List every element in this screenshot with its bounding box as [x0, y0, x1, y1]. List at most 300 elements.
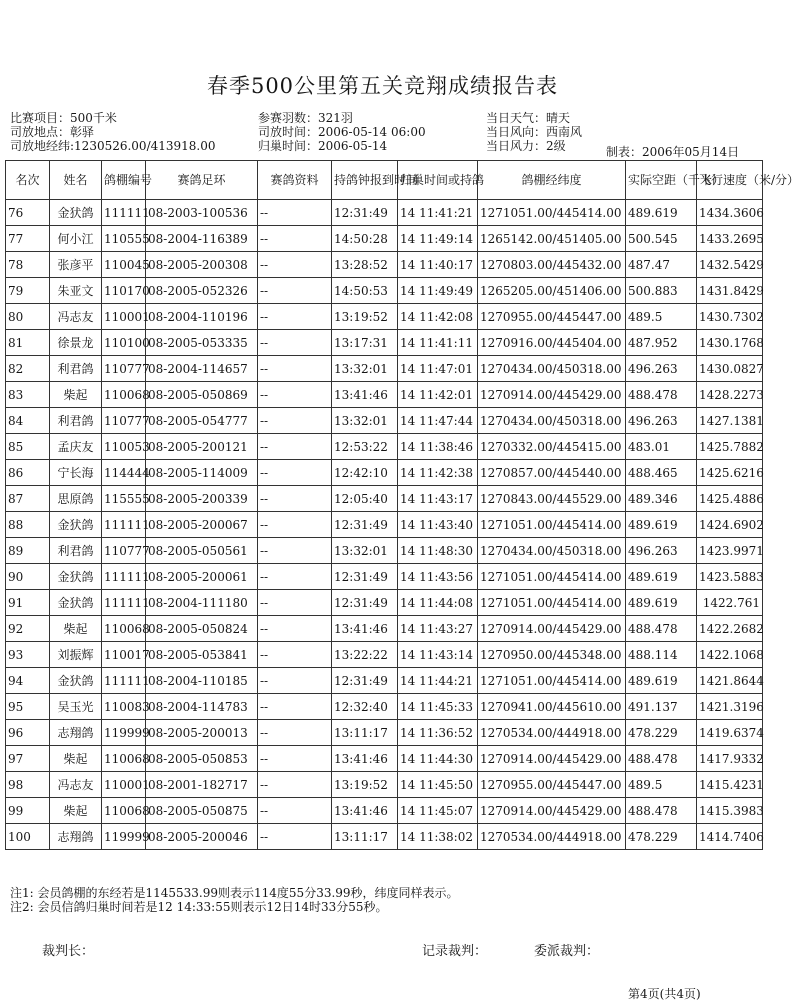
cell-clock: 13:11:17 — [332, 720, 398, 746]
delegate-signature-label: 委派裁判： — [534, 944, 600, 959]
cell-coord: 1270955.00/445447.00 — [478, 772, 626, 798]
cell-speed: 1430.7302 — [697, 304, 763, 330]
table-row — [6, 304, 763, 330]
cell-loft: 110083 — [102, 694, 146, 720]
cell-ring: 08-2005-114009 — [146, 460, 258, 486]
cell-time: 14 11:47:01 — [398, 356, 478, 382]
cell-res: -- — [258, 382, 332, 408]
cell-res: -- — [258, 564, 332, 590]
cell-loft: 119999 — [102, 824, 146, 850]
results-table — [5, 160, 799, 850]
header-speed: 飞行速度（米/分） — [697, 161, 763, 200]
cell-dist: 489.5 — [626, 304, 697, 330]
cell-dist: 478.229 — [626, 720, 697, 746]
cell-name: 金犾鸽 — [50, 200, 102, 226]
cell-dist: 500.545 — [626, 226, 697, 252]
cell-clock: 12:31:49 — [332, 668, 398, 694]
cell-res: -- — [258, 616, 332, 642]
cell-coord: 1270941.00/445610.00 — [478, 694, 626, 720]
release-time: 司放时间：2006-05-14 06:00 — [258, 125, 426, 139]
release-location: 司放地点：彰驿 — [10, 125, 95, 139]
cell-speed: 1415.4231 — [697, 772, 763, 798]
cell-rank: 90 — [6, 564, 50, 590]
table-row — [6, 408, 763, 434]
cell-name: 徐景龙 — [50, 330, 102, 356]
cell-speed: 1428.2273 — [697, 382, 763, 408]
meta-left — [10, 111, 216, 153]
wind-force: 当日风力：2级 — [486, 139, 566, 153]
cell-coord: 1270914.00/445429.00 — [478, 382, 626, 408]
cell-name: 利君鸽 — [50, 356, 102, 382]
cell-name: 宁长海 — [50, 460, 102, 486]
cell-speed: 1430.1768 — [697, 330, 763, 356]
cell-ring: 08-2005-050853 — [146, 746, 258, 772]
header-arrival-time: 归巢时间或持鸽 — [398, 161, 478, 200]
cell-rank: 88 — [6, 512, 50, 538]
cell-time: 14 11:44:08 — [398, 590, 478, 616]
cell-clock: 13:41:46 — [332, 382, 398, 408]
cell-speed: 1424.6902 — [697, 512, 763, 538]
cell-rank: 93 — [6, 642, 50, 668]
cell-coord: 1270434.00/450318.00 — [478, 356, 626, 382]
cell-speed: 1419.6374 — [697, 720, 763, 746]
table-row — [6, 564, 763, 590]
cell-clock: 12:32:40 — [332, 694, 398, 720]
cell-res: -- — [258, 746, 332, 772]
table-row — [6, 330, 763, 356]
cell-ring: 08-2005-200339 — [146, 486, 258, 512]
cell-ring: 08-2003-100536 — [146, 200, 258, 226]
cell-ring: 08-2004-111180 — [146, 590, 258, 616]
cell-res: -- — [258, 200, 332, 226]
cell-clock: 12:31:49 — [332, 564, 398, 590]
cell-dist: 488.478 — [626, 616, 697, 642]
cell-dist: 478.229 — [626, 824, 697, 850]
cell-res: -- — [258, 824, 332, 850]
cell-name: 利君鸽 — [50, 538, 102, 564]
cell-time: 14 11:42:08 — [398, 304, 478, 330]
cell-coord: 1271051.00/445414.00 — [478, 512, 626, 538]
cell-ring: 08-2004-110196 — [146, 304, 258, 330]
cell-time: 14 11:43:27 — [398, 616, 478, 642]
cell-rank: 96 — [6, 720, 50, 746]
cell-name: 吴玉光 — [50, 694, 102, 720]
cell-coord: 1270534.00/444918.00 — [478, 720, 626, 746]
cell-speed: 1423.5883 — [697, 564, 763, 590]
cell-time: 14 11:40:17 — [398, 252, 478, 278]
table-row — [6, 720, 763, 746]
cell-dist: 488.114 — [626, 642, 697, 668]
cell-loft: 110068 — [102, 616, 146, 642]
cell-name: 张彦平 — [50, 252, 102, 278]
cell-time: 14 11:45:50 — [398, 772, 478, 798]
table-row — [6, 590, 763, 616]
cell-rank: 95 — [6, 694, 50, 720]
cell-loft: 110068 — [102, 746, 146, 772]
cell-time: 14 11:45:07 — [398, 798, 478, 824]
cell-clock: 13:28:52 — [332, 252, 398, 278]
cell-name: 柴起 — [50, 616, 102, 642]
cell-rank: 81 — [6, 330, 50, 356]
cell-time: 14 11:41:11 — [398, 330, 478, 356]
cell-dist: 489.619 — [626, 512, 697, 538]
cell-res: -- — [258, 408, 332, 434]
cell-dist: 488.465 — [626, 460, 697, 486]
cell-rank: 99 — [6, 798, 50, 824]
cell-name: 冯志友 — [50, 772, 102, 798]
cell-rank: 98 — [6, 772, 50, 798]
cell-loft: 111111 — [102, 200, 146, 226]
cell-rank: 86 — [6, 460, 50, 486]
cell-dist: 496.263 — [626, 356, 697, 382]
cell-rank: 78 — [6, 252, 50, 278]
cell-speed: 1422.2682 — [697, 616, 763, 642]
table-row — [6, 382, 763, 408]
cell-speed: 1414.7406 — [697, 824, 763, 850]
cell-ring: 08-2005-050869 — [146, 382, 258, 408]
cell-rank: 92 — [6, 616, 50, 642]
cell-loft: 110555 — [102, 226, 146, 252]
cell-time: 14 11:44:30 — [398, 746, 478, 772]
cell-dist: 488.478 — [626, 746, 697, 772]
cell-coord: 1270332.00/445415.00 — [478, 434, 626, 460]
cell-res: -- — [258, 486, 332, 512]
cell-name: 金犾鸽 — [50, 564, 102, 590]
cell-name: 志翔鸽 — [50, 720, 102, 746]
cell-clock: 13:17:31 — [332, 330, 398, 356]
cell-rank: 79 — [6, 278, 50, 304]
cell-time: 14 11:43:14 — [398, 642, 478, 668]
cell-ring: 08-2004-116389 — [146, 226, 258, 252]
cell-dist: 491.137 — [626, 694, 697, 720]
cell-res: -- — [258, 434, 332, 460]
cell-res: -- — [258, 720, 332, 746]
cell-clock: 12:53:22 — [332, 434, 398, 460]
table-row — [6, 512, 763, 538]
cell-coord: 1271051.00/445414.00 — [478, 668, 626, 694]
cell-time: 14 11:44:21 — [398, 668, 478, 694]
cell-time: 14 11:38:46 — [398, 434, 478, 460]
table-header-row — [6, 161, 763, 200]
cell-speed: 1430.0827 — [697, 356, 763, 382]
recorder-signature-label: 记录裁判： — [422, 944, 488, 959]
table-row — [6, 200, 763, 226]
header-distance: 实际空距（千米） — [626, 161, 697, 200]
cell-ring: 08-2005-052326 — [146, 278, 258, 304]
note-2: 注2: 会员信鸽归巢时间若是12 14:33:55则表示12日14时33分55秒。 — [10, 900, 388, 914]
release-coordinates: 司放地经纬:1230526.00/413918.00 — [10, 139, 216, 153]
cell-name: 利君鸽 — [50, 408, 102, 434]
table-row — [6, 642, 763, 668]
cell-time: 14 11:36:52 — [398, 720, 478, 746]
cell-name: 朱亚文 — [50, 278, 102, 304]
cell-rank: 100 — [6, 824, 50, 850]
cell-loft: 114444 — [102, 460, 146, 486]
cell-clock: 13:32:01 — [332, 408, 398, 434]
cell-time: 14 11:47:44 — [398, 408, 478, 434]
cell-clock: 12:05:40 — [332, 486, 398, 512]
cell-ring: 08-2005-200308 — [146, 252, 258, 278]
table-row — [6, 486, 763, 512]
header-name: 姓名 — [50, 161, 102, 200]
cell-loft: 110100 — [102, 330, 146, 356]
cell-rank: 77 — [6, 226, 50, 252]
cell-coord: 1271051.00/445414.00 — [478, 590, 626, 616]
cell-res: -- — [258, 252, 332, 278]
table-row — [6, 746, 763, 772]
cell-rank: 85 — [6, 434, 50, 460]
cell-ring: 08-2005-200046 — [146, 824, 258, 850]
cell-res: -- — [258, 330, 332, 356]
cell-coord: 1270434.00/450318.00 — [478, 538, 626, 564]
cell-loft: 110045 — [102, 252, 146, 278]
cell-ring: 08-2005-050824 — [146, 616, 258, 642]
table-row — [6, 434, 763, 460]
cell-res: -- — [258, 668, 332, 694]
cell-dist: 488.478 — [626, 798, 697, 824]
cell-speed: 1422.761 — [697, 590, 763, 616]
cell-dist: 489.619 — [626, 200, 697, 226]
cell-time: 14 11:41:21 — [398, 200, 478, 226]
cell-loft: 111111 — [102, 564, 146, 590]
note-1: 注1: 会员鸽棚的东经若是1145533.99则表示114度55分33.99秒，纬度同样表示。 — [10, 886, 459, 900]
header-coordinates: 鸽棚经纬度 — [478, 161, 626, 200]
cell-rank: 97 — [6, 746, 50, 772]
cell-coord: 1265205.00/451406.00 — [478, 278, 626, 304]
cell-loft: 110777 — [102, 408, 146, 434]
cell-name: 冯志友 — [50, 304, 102, 330]
cell-rank: 84 — [6, 408, 50, 434]
cell-coord: 1270950.00/445348.00 — [478, 642, 626, 668]
cell-ring: 08-2005-200061 — [146, 564, 258, 590]
cell-coord: 1271051.00/445414.00 — [478, 564, 626, 590]
cell-time: 14 11:42:01 — [398, 382, 478, 408]
cell-ring: 08-2005-053335 — [146, 330, 258, 356]
wind-direction: 当日风向：西南风 — [486, 125, 583, 139]
cell-time: 14 11:45:33 — [398, 694, 478, 720]
cell-clock: 13:32:01 — [332, 538, 398, 564]
cell-res: -- — [258, 226, 332, 252]
cell-speed: 1425.6216 — [697, 460, 763, 486]
cell-loft: 110053 — [102, 434, 146, 460]
cell-time: 14 11:43:56 — [398, 564, 478, 590]
cell-rank: 82 — [6, 356, 50, 382]
header-loft-id: 鸽棚编号 — [102, 161, 146, 200]
cell-ring: 08-2001-182717 — [146, 772, 258, 798]
cell-name: 思原鸽 — [50, 486, 102, 512]
referee-signature-label: 裁判长： — [42, 944, 95, 959]
cell-name: 金犾鸽 — [50, 668, 102, 694]
page-number: 第4页(共4页) — [628, 987, 701, 1001]
cell-ring: 08-2005-200067 — [146, 512, 258, 538]
cell-dist: 496.263 — [626, 538, 697, 564]
cell-coord: 1270914.00/445429.00 — [478, 616, 626, 642]
cell-clock: 13:19:52 — [332, 304, 398, 330]
entry-count: 参赛羽数：321羽 — [258, 111, 353, 125]
return-time: 归巢时间：2006-05-14 — [258, 139, 388, 153]
cell-dist: 488.478 — [626, 382, 697, 408]
table-row — [6, 824, 763, 850]
cell-res: -- — [258, 772, 332, 798]
cell-speed: 1417.9332 — [697, 746, 763, 772]
cell-rank: 94 — [6, 668, 50, 694]
cell-dist: 487.47 — [626, 252, 697, 278]
weather: 当日天气：晴天 — [486, 111, 571, 125]
cell-coord: 1265142.00/451405.00 — [478, 226, 626, 252]
cell-clock: 14:50:53 — [332, 278, 398, 304]
report-title: 春季500公里第五关竞翔成绩报告表 — [206, 74, 559, 98]
cell-name: 柴起 — [50, 746, 102, 772]
cell-name: 柴起 — [50, 798, 102, 824]
header-pigeon-info: 赛鸽资料 — [258, 161, 332, 200]
table-row — [6, 772, 763, 798]
cell-clock: 12:42:10 — [332, 460, 398, 486]
cell-res: -- — [258, 590, 332, 616]
cell-loft: 110001 — [102, 772, 146, 798]
cell-dist: 487.952 — [626, 330, 697, 356]
cell-dist: 489.5 — [626, 772, 697, 798]
cell-loft: 110170 — [102, 278, 146, 304]
cell-speed: 1425.4886 — [697, 486, 763, 512]
cell-ring: 08-2004-114657 — [146, 356, 258, 382]
cell-speed: 1434.3606 — [697, 200, 763, 226]
cell-coord: 1271051.00/445414.00 — [478, 200, 626, 226]
cell-name: 刘振辉 — [50, 642, 102, 668]
cell-res: -- — [258, 798, 332, 824]
cell-speed: 1415.3983 — [697, 798, 763, 824]
cell-ring: 08-2005-200121 — [146, 434, 258, 460]
cell-coord: 1270916.00/445404.00 — [478, 330, 626, 356]
cell-clock: 13:41:46 — [332, 798, 398, 824]
cell-ring: 08-2004-114783 — [146, 694, 258, 720]
table-row — [6, 616, 763, 642]
cell-speed: 1421.3196 — [697, 694, 763, 720]
cell-rank: 89 — [6, 538, 50, 564]
cell-res: -- — [258, 642, 332, 668]
cell-ring: 08-2005-050875 — [146, 798, 258, 824]
cell-name: 金犾鸽 — [50, 590, 102, 616]
cell-ring: 08-2004-110185 — [146, 668, 258, 694]
cell-clock: 13:11:17 — [332, 824, 398, 850]
cell-speed: 1421.8644 — [697, 668, 763, 694]
cell-time: 14 11:49:49 — [398, 278, 478, 304]
table-row — [6, 668, 763, 694]
cell-name: 志翔鸽 — [50, 824, 102, 850]
table-row — [6, 226, 763, 252]
header-clock-time: 持鸽钟报到时间 — [332, 161, 398, 200]
cell-coord: 1270434.00/450318.00 — [478, 408, 626, 434]
cell-clock: 13:41:46 — [332, 746, 398, 772]
table-row — [6, 460, 763, 486]
meta-middle — [258, 111, 426, 153]
cell-dist: 500.883 — [626, 278, 697, 304]
cell-name: 柴起 — [50, 382, 102, 408]
cell-rank: 87 — [6, 486, 50, 512]
cell-res: -- — [258, 304, 332, 330]
cell-loft: 119999 — [102, 720, 146, 746]
prepared-date: 制表：2006年05月14日 — [606, 145, 740, 159]
cell-clock: 13:19:52 — [332, 772, 398, 798]
cell-loft: 111111 — [102, 590, 146, 616]
cell-dist: 483.01 — [626, 434, 697, 460]
cell-res: -- — [258, 538, 332, 564]
cell-clock: 12:31:49 — [332, 590, 398, 616]
cell-ring: 08-2005-054777 — [146, 408, 258, 434]
table-row — [6, 356, 763, 382]
cell-speed: 1432.5429 — [697, 252, 763, 278]
results-body — [6, 200, 763, 850]
cell-clock: 12:31:49 — [332, 512, 398, 538]
cell-ring: 08-2005-200013 — [146, 720, 258, 746]
table-row — [6, 694, 763, 720]
notes — [10, 886, 459, 914]
cell-speed: 1422.1068 — [697, 642, 763, 668]
cell-speed: 1431.8429 — [697, 278, 763, 304]
header-ring: 赛鸽足环 — [146, 161, 258, 200]
cell-time: 14 11:43:40 — [398, 512, 478, 538]
cell-clock: 12:31:49 — [332, 200, 398, 226]
cell-coord: 1270914.00/445429.00 — [478, 798, 626, 824]
cell-time: 14 11:38:02 — [398, 824, 478, 850]
cell-res: -- — [258, 694, 332, 720]
cell-speed: 1427.1381 — [697, 408, 763, 434]
cell-coord: 1270857.00/445440.00 — [478, 460, 626, 486]
cell-res: -- — [258, 512, 332, 538]
cell-clock: 13:41:46 — [332, 616, 398, 642]
cell-loft: 115555 — [102, 486, 146, 512]
cell-time: 14 11:43:17 — [398, 486, 478, 512]
table-row — [6, 252, 763, 278]
cell-dist: 489.619 — [626, 668, 697, 694]
cell-loft: 111111 — [102, 668, 146, 694]
cell-coord: 1270534.00/444918.00 — [478, 824, 626, 850]
cell-clock: 13:32:01 — [332, 356, 398, 382]
table-row — [6, 538, 763, 564]
event-item: 比赛项目：500千米 — [10, 111, 117, 125]
cell-name: 何小江 — [50, 226, 102, 252]
cell-dist: 489.619 — [626, 590, 697, 616]
cell-speed: 1425.7882 — [697, 434, 763, 460]
cell-loft: 110001 — [102, 304, 146, 330]
cell-time: 14 11:42:38 — [398, 460, 478, 486]
cell-loft: 111111 — [102, 512, 146, 538]
cell-name: 金犾鸽 — [50, 512, 102, 538]
cell-speed: 1423.9971 — [697, 538, 763, 564]
cell-time: 14 11:48:30 — [398, 538, 478, 564]
cell-dist: 496.263 — [626, 408, 697, 434]
cell-coord: 1270843.00/445529.00 — [478, 486, 626, 512]
cell-loft: 110777 — [102, 538, 146, 564]
cell-dist: 489.619 — [626, 564, 697, 590]
table-row — [6, 278, 763, 304]
cell-time: 14 11:49:14 — [398, 226, 478, 252]
cell-clock: 14:50:28 — [332, 226, 398, 252]
cell-dist: 489.346 — [626, 486, 697, 512]
cell-coord: 1270914.00/445429.00 — [478, 746, 626, 772]
cell-loft: 110777 — [102, 356, 146, 382]
cell-name: 孟庆友 — [50, 434, 102, 460]
cell-coord: 1270803.00/445432.00 — [478, 252, 626, 278]
meta-right — [486, 111, 582, 153]
cell-clock: 13:22:22 — [332, 642, 398, 668]
cell-rank: 80 — [6, 304, 50, 330]
cell-ring: 08-2005-053841 — [146, 642, 258, 668]
cell-ring: 08-2005-050561 — [146, 538, 258, 564]
cell-speed: 1433.2695 — [697, 226, 763, 252]
cell-rank: 76 — [6, 200, 50, 226]
cell-res: -- — [258, 460, 332, 486]
cell-rank: 91 — [6, 590, 50, 616]
